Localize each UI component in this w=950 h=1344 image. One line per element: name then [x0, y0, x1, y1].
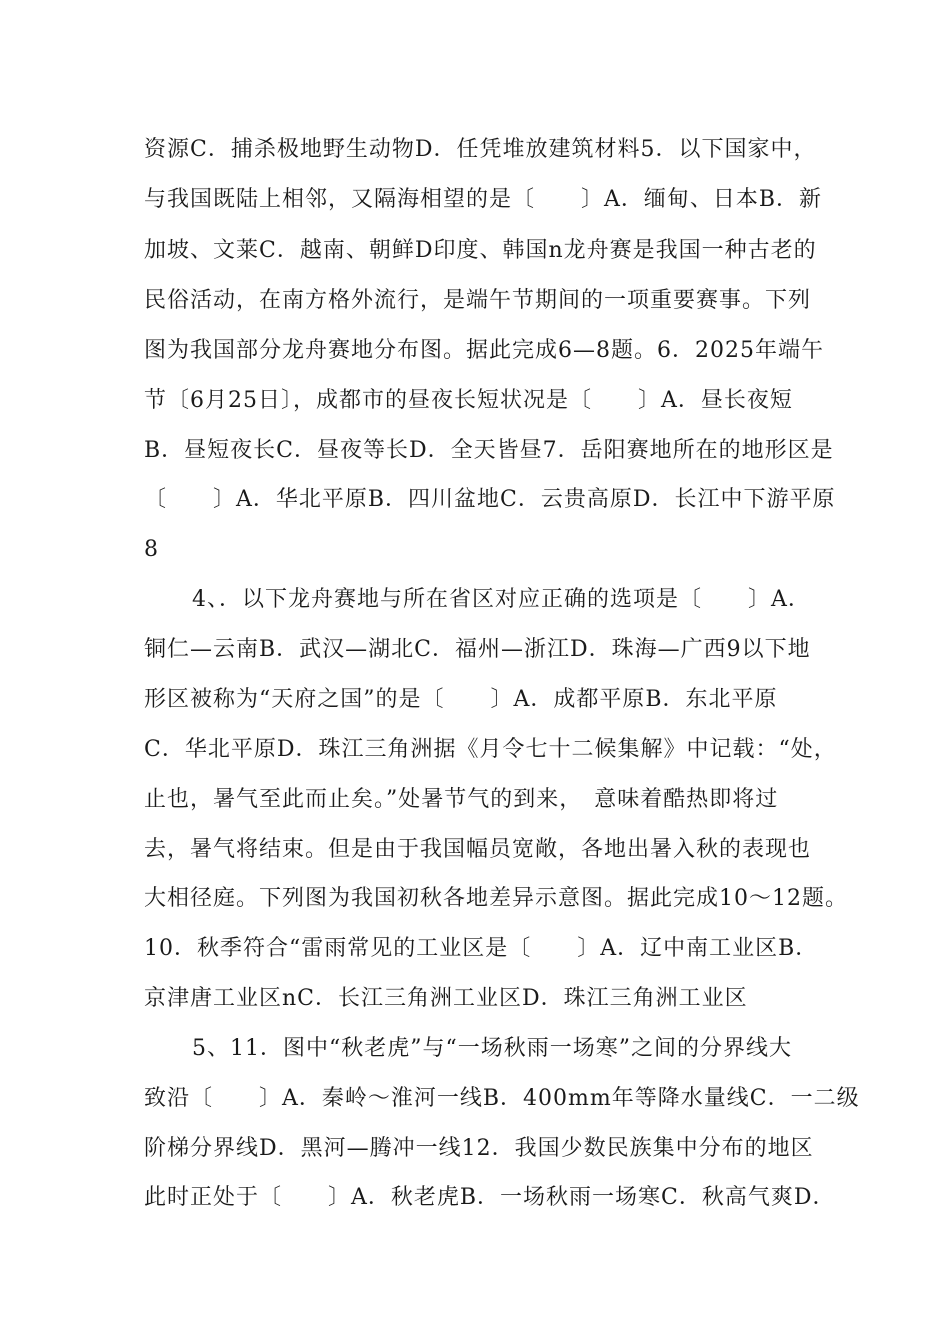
text-line-5: 图为我国部分龙舟赛地分布图。据此完成6—8题。6．2025年端午: [144, 338, 824, 363]
text-line-7: B．昼短夜长C．昼夜等长D．全天皆昼7．岳阳赛地所在的地形区是: [144, 438, 834, 463]
text-line-18: 京津唐工业区nC．长江三角洲工业区D．珠江三角洲工业区: [144, 986, 748, 1011]
text-line-15: 去，暑气将结束。但是由于我国幅员宽敞，各地出暑入秋的表现也: [144, 837, 812, 862]
text-line-12: 形区被称为“天府之国”的是〔 〕A．成都平原B．东北平原: [144, 687, 778, 712]
text-line-13: C．华北平原D．珠江三角洲据《月令七十二候集解》中记载：“处，: [144, 737, 837, 762]
text-line-22: 此时正处于〔 〕A．秋老虎B．一场秋雨一场寒C．秋高气爽D．: [144, 1185, 836, 1210]
text-line-10: 4、．以下龙舟赛地与所在省区对应正确的选项是〔 〕A．: [192, 587, 811, 612]
text-line-4: 民俗活动，在南方格外流行，是端午节期间的一项重要赛事。下列: [144, 288, 812, 313]
text-line-11: 铜仁—云南B．武汉—湖北C．福州—浙江D．珠海—广西9以下地: [144, 637, 811, 662]
text-line-20: 致沿〔 〕A．秦岭～淮河一线B．400mm年等降水量线C．一二级: [144, 1086, 860, 1111]
text-line-17: 10．秋季符合“雷雨常见的工业区是〔 〕A．辽中南工业区B．: [144, 936, 819, 961]
text-line-1: 资源C．捕杀极地野生动物D．任凭堆放建筑材料5．以下国家中，: [144, 137, 817, 162]
text-line-21: 阶梯分界线D．黑河—腾冲一线12．我国少数民族集中分布的地区: [144, 1136, 814, 1161]
text-line-14: 止也，暑气至此而止矣。”处暑节气的到来， 意味着酷热即将过: [144, 787, 779, 812]
text-line-8: 〔 〕A．华北平原B．四川盆地C．云贵高原D．长江中下游平原: [144, 487, 836, 512]
text-line-6: 节〔6月25日〕，成都市的昼夜长短状况是〔 〕A．昼长夜短: [144, 388, 793, 413]
text-line-16: 大相径庭。下列图为我国初秋各地差异示意图。据此完成10～12题。: [144, 886, 848, 911]
text-line-2: 与我国既陆上相邻，又隔海相望的是〔 〕A．缅甸、日本B．新: [144, 187, 823, 212]
text-line-9: 8: [144, 537, 159, 562]
text-line-3: 加坡、文莱C．越南、朝鲜D印度、韩国n龙舟赛是我国一种古老的: [144, 238, 817, 263]
text-line-19: 5、11．图中“秋老虎”与“一场秋雨一场寒”之间的分界线大: [192, 1036, 792, 1061]
